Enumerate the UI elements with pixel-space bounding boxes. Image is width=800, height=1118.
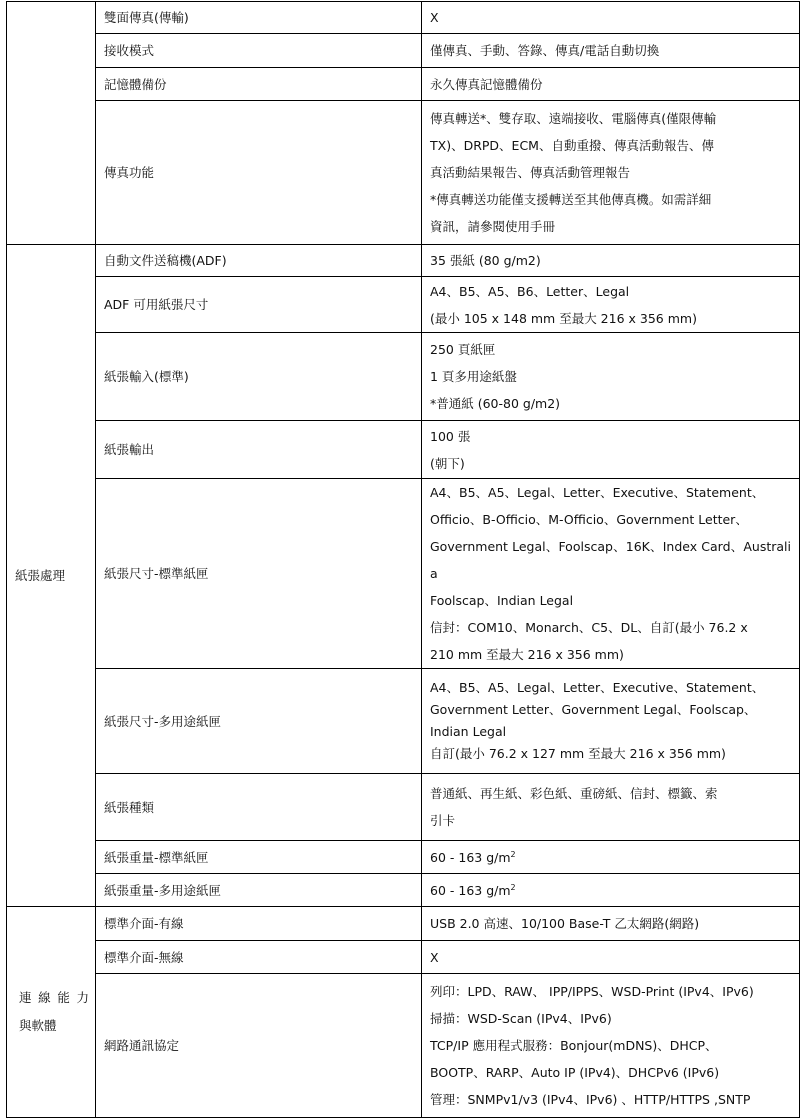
spec-value: A4、B5、A5、Legal、Letter、Executive、Statement、 Government Letter、Government Legal、Foolscap、 Indian Legal 自訂(最小 76.2 x 127 mm 至最大 216 x 356 mm): [422, 669, 800, 774]
category-cell: 連線能力 與軟體: [7, 907, 96, 1118]
table-row: [7, 941, 800, 974]
spec-label: 紙張重量-標準紙匣: [96, 841, 422, 874]
spec-label: 接收模式: [96, 34, 422, 68]
table-row: [7, 974, 800, 1118]
table-row: [7, 841, 800, 874]
spec-label: 紙張尺寸-多用途紙匣: [96, 669, 422, 774]
spec-value: 60 - 163 $g/m^2$: [422, 874, 800, 907]
table-row: [7, 907, 800, 941]
spec-value: X: [422, 2, 800, 34]
spec-value: A4、B5、A5、Legal、Letter、Executive、Statement、 Officio、B-Officio、M-Officio、Government Letter、 Government Legal、Foolscap、16K、Index Card、Australia Foolscap、Indian Legal 信封：COM10、Monarch、C5、DL、自訂(最小 76.2 x 210 mm 至最大 216 x 356 mm): [422, 479, 800, 669]
table-row: [7, 874, 800, 907]
table-row: [7, 245, 800, 277]
table-row: [7, 2, 800, 34]
spec-label: 紙張尺寸-標準紙匣: [96, 479, 422, 669]
table-row: [7, 68, 800, 101]
spec-value: 僅傳真、手動、答錄、傳真/電話自動切換: [422, 34, 800, 68]
spec-label: 記憶體備份: [96, 68, 422, 101]
spec-label: 紙張輸入(標準): [96, 333, 422, 421]
table-row: [7, 34, 800, 68]
spec-value: 60 - 163 $g/m^2$: [422, 841, 800, 874]
spec-value: 列印：LPD、RAW、 IPP/IPPS、WSD-Print (IPv4、IPv6) 掃描：WSD-Scan (IPv4、IPv6) TCP/IP 應用程式服務：Bonjour(mDNS)、DHCP、 BOOTP、RARP、Auto IP (IPv4)、DHCPv6 (IPv6) 管理：SNMPv1/v3 (IPv4、IPv6) 、HTTP/HTTPS ,SNTP: [422, 974, 800, 1118]
spec-value: 普通紙、再生紙、彩色紙、重磅紙、信封、標籤、索 引卡: [422, 774, 800, 841]
table-row: [7, 774, 800, 841]
spec-label: 紙張重量-多用途紙匣: [96, 874, 422, 907]
spec-label: 紙張種類: [96, 774, 422, 841]
spec-value: 傳真轉送*、雙存取、遠端接收、電腦傳真(僅限傳輸 TX)、DRPD、ECM、自動重撥、傳真活動報告、傳 真活動結果報告、傳真活動管理報告 *傳真轉送功能僅支援轉送至其他傳真機。如需詳細 資訊，請參閱使用手冊: [422, 101, 800, 245]
spec-label: 傳真功能: [96, 101, 422, 245]
table-row: [7, 669, 800, 774]
table-row: [7, 101, 800, 245]
spec-label: 自動文件送稿機(ADF): [96, 245, 422, 277]
spec-value: X: [422, 941, 800, 974]
spec-label: 標準介面-無線: [96, 941, 422, 974]
spec-value: 35 張紙 (80 g/m2): [422, 245, 800, 277]
spec-value: A4、B5、A5、B6、Letter、Legal (最小 105 x 148 mm 至最大 216 x 356 mm): [422, 277, 800, 333]
category-cell-empty: [7, 2, 96, 245]
table-row: [7, 333, 800, 421]
table-row: [7, 421, 800, 479]
category-cell: 紙張處理: [7, 245, 96, 907]
spec-value: USB 2.0 高速、10/100 Base-T 乙太網路(網路): [422, 907, 800, 941]
spec-label: 標準介面-有線: [96, 907, 422, 941]
spec-label: 網路通訊協定: [96, 974, 422, 1118]
spec-value: 永久傳真記憶體備份: [422, 68, 800, 101]
table-row: [7, 277, 800, 333]
table-row: [7, 479, 800, 669]
spec-label: 紙張輸出: [96, 421, 422, 479]
spec-label: ADF 可用紙張尺寸: [96, 277, 422, 333]
spec-value: 250 頁紙匣 1 頁多用途紙盤 *普通紙 (60-80 g/m2): [422, 333, 800, 421]
spec-value: 100 張 (朝下): [422, 421, 800, 479]
spec-label: 雙面傳真(傳輸): [96, 2, 422, 34]
spec-table: [6, 1, 800, 1118]
